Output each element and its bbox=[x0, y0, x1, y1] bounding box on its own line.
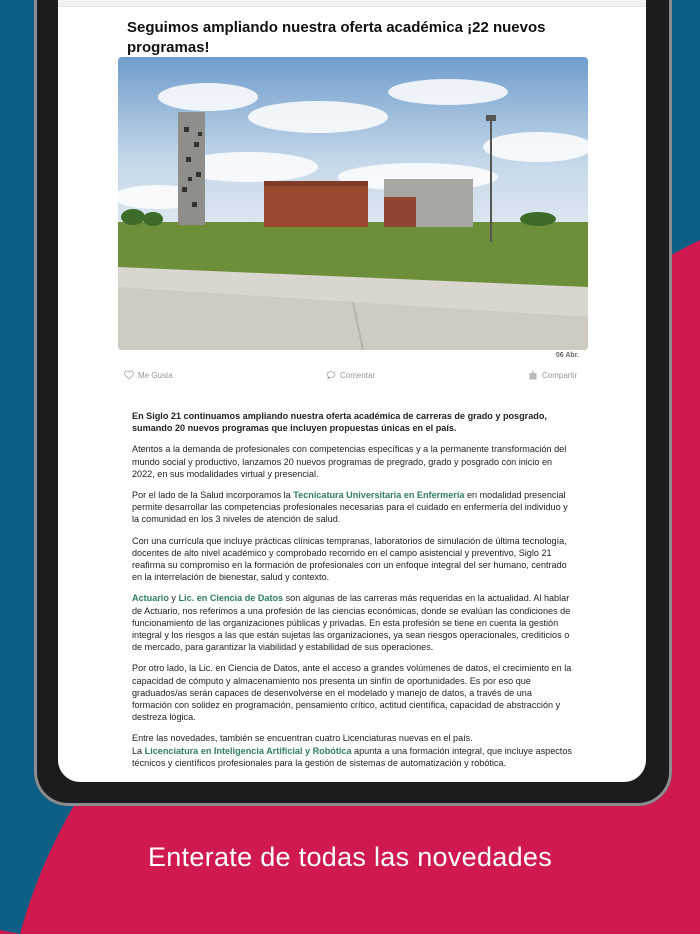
paragraph: Con una currícula que incluye prácticas clínicas tempranas, laboratorios de simulación de última tecnología, docentes de alto nivel académico y comprobado recorrido en el campo asistencial y preventivo, Siglo 21 reafirma su compromiso en la formación de profesionales con un enfoque integral del ser humano, centrado en la interrelación de bienestar, salud y contexto. bbox=[132, 535, 567, 583]
text: Por el lado de la Salud incorporamos la bbox=[132, 490, 294, 501]
link-ciencia-datos[interactable]: Lic. en Ciencia de Datos bbox=[178, 593, 284, 604]
top-bar bbox=[58, 0, 646, 7]
action-bar bbox=[124, 370, 580, 384]
app-screen bbox=[58, 0, 646, 782]
text: son algunas de las carreras más requeridas en la actualidad. Al hablar de Actuario, nos referimos a una profesión de las ciencias económicas, donde se evalúan las condiciones de funcionamiento de las organizaciones públicas y privadas. En esta profesión se tiene en cuenta la gestión integral y los riesgos a las que están sujetas las organizaciones, ya sean riesgos operacionales, crediticios o de mercado, para garantizar la viabilidad y estabilidad de sus operaciones. bbox=[132, 593, 571, 653]
article-title: Seguimos ampliando nuestra oferta académica ¡22 nuevos programas! bbox=[127, 19, 546, 56]
text: La bbox=[132, 745, 145, 756]
paragraph: Por otro lado, la Lic. en Ciencia de Datos, ante el acceso a grandes volúmenes de datos, el crecimiento en la capacidad de cómputo y almacenamiento nos presenta un sinfín de oportunidades. Es por eso que graduados/as serán capaces de desenvolverse en el modelado y manejo de datos, a través de una formación con solidez en programación, pensamiento crítico, actitud científica, capacidad de abstracción y destreza lógica. bbox=[132, 663, 572, 723]
heart-icon bbox=[124, 370, 134, 380]
share-button[interactable] bbox=[528, 370, 577, 380]
comment-icon bbox=[326, 370, 336, 380]
link-ia-robotica[interactable]: Licenciatura en Inteligencia Artificial y Robótica bbox=[144, 745, 352, 756]
article-date: 06 Abr. bbox=[555, 352, 579, 359]
share-label: Compartir bbox=[542, 370, 578, 380]
comment-label: Comentar bbox=[340, 370, 376, 380]
article-body bbox=[132, 410, 572, 778]
share-icon bbox=[528, 370, 538, 380]
like-button[interactable] bbox=[124, 370, 173, 380]
text: y bbox=[168, 593, 179, 604]
text: apunta a una formación integral, que incluye aspectos técnicos y científicos profesionales para la gestión de sistemas de automatización y robótica. bbox=[132, 745, 572, 768]
like-label: Me Gusta bbox=[138, 370, 173, 380]
text: en modalidad presencial permite desarrollar las competencias profesionales necesarias para el cuidado en enfermería del individuo y la comunidad en los 3 niveles de atención de salud. bbox=[132, 490, 568, 525]
paragraph: Atentos a la demanda de profesionales con competencias específicas y a la permanente transformación del mundo social y productivo, lanzamos 20 nuevos programas de pregrado, grado y posgrado con inicio en 2022, en sus modalidades virtual y presencial. bbox=[132, 444, 567, 479]
link-actuario[interactable]: Actuario bbox=[132, 593, 169, 604]
link-enfermeria[interactable]: Tecnicatura Universitaria en Enfermería bbox=[293, 490, 465, 501]
text: Entre las novedades, también se encuentran cuatro Licenciaturas nuevas en el país. bbox=[132, 733, 473, 744]
paragraph bbox=[132, 732, 572, 769]
article-photo bbox=[118, 57, 588, 350]
article-lead: En Siglo 21 continuamos ampliando nuestra oferta académica de carreras de grado y posgrado, sumando 20 nuevos programas que incluyen propuestas únicas en el país. bbox=[132, 411, 547, 434]
comment-button[interactable] bbox=[326, 370, 375, 380]
paragraph bbox=[132, 489, 572, 526]
paragraph bbox=[132, 592, 572, 653]
promo-caption: Enterate de todas las novedades bbox=[147, 842, 553, 872]
